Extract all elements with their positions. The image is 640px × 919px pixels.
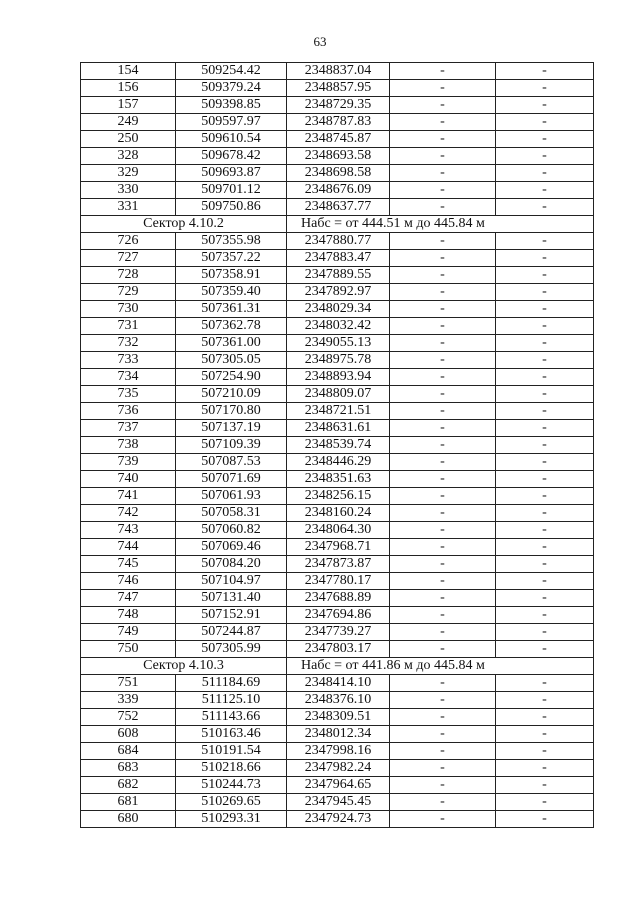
column-4-cell: - (390, 352, 496, 369)
column-4-cell: - (390, 437, 496, 454)
column-5-cell: - (496, 607, 594, 624)
column-4-cell: - (390, 488, 496, 505)
column-5-cell: - (496, 182, 594, 199)
x-coordinate-cell: 507210.09 (176, 386, 287, 403)
point-number-cell: 681 (81, 794, 176, 811)
column-5-cell: - (496, 148, 594, 165)
column-4-cell: - (390, 318, 496, 335)
y-coordinate-cell: 2348446.29 (287, 454, 390, 471)
column-4-cell: - (390, 250, 496, 267)
y-coordinate-cell: 2348414.10 (287, 675, 390, 692)
x-coordinate-cell: 510244.73 (176, 777, 287, 794)
x-coordinate-cell: 507305.99 (176, 641, 287, 658)
table-row (81, 97, 594, 114)
y-coordinate-cell: 2348721.51 (287, 403, 390, 420)
x-coordinate-cell: 507357.22 (176, 250, 287, 267)
y-coordinate-cell: 2347998.16 (287, 743, 390, 760)
x-coordinate-cell: 507244.87 (176, 624, 287, 641)
y-coordinate-cell: 2348539.74 (287, 437, 390, 454)
table-row (81, 590, 594, 607)
table-row (81, 573, 594, 590)
column-5-cell: - (496, 709, 594, 726)
sector-height-range: Набс = от 444.51 м до 445.84 м (287, 216, 594, 233)
sector-name: Сектор 4.10.3 (81, 658, 287, 675)
y-coordinate-cell: 2347688.89 (287, 590, 390, 607)
x-coordinate-cell: 509379.24 (176, 80, 287, 97)
column-4-cell: - (390, 573, 496, 590)
y-coordinate-cell: 2348256.15 (287, 488, 390, 505)
table-row (81, 692, 594, 709)
column-5-cell: - (496, 539, 594, 556)
column-5-cell: - (496, 131, 594, 148)
point-number-cell: 749 (81, 624, 176, 641)
x-coordinate-cell: 509678.42 (176, 148, 287, 165)
column-5-cell: - (496, 352, 594, 369)
table-row (81, 131, 594, 148)
y-coordinate-cell: 2348029.34 (287, 301, 390, 318)
column-5-cell: - (496, 743, 594, 760)
table-row (81, 437, 594, 454)
column-5-cell: - (496, 488, 594, 505)
y-coordinate-cell: 2348631.61 (287, 420, 390, 437)
table-row (81, 80, 594, 97)
point-number-cell: 339 (81, 692, 176, 709)
x-coordinate-cell: 507170.80 (176, 403, 287, 420)
x-coordinate-cell: 509254.42 (176, 63, 287, 80)
x-coordinate-cell: 509398.85 (176, 97, 287, 114)
point-number-cell: 752 (81, 709, 176, 726)
table-row (81, 454, 594, 471)
y-coordinate-cell: 2348032.42 (287, 318, 390, 335)
y-coordinate-cell: 2347803.17 (287, 641, 390, 658)
column-4-cell: - (390, 811, 496, 828)
y-coordinate-cell: 2347968.71 (287, 539, 390, 556)
y-coordinate-cell: 2348975.78 (287, 352, 390, 369)
x-coordinate-cell: 507362.78 (176, 318, 287, 335)
column-4-cell: - (390, 641, 496, 658)
x-coordinate-cell: 509693.87 (176, 165, 287, 182)
table-row (81, 675, 594, 692)
table-row (81, 624, 594, 641)
x-coordinate-cell: 507361.00 (176, 335, 287, 352)
x-coordinate-cell: 507359.40 (176, 284, 287, 301)
point-number-cell: 733 (81, 352, 176, 369)
x-coordinate-cell: 509750.86 (176, 199, 287, 216)
column-5-cell: - (496, 573, 594, 590)
x-coordinate-cell: 507131.40 (176, 590, 287, 607)
column-5-cell: - (496, 794, 594, 811)
point-number-cell: 157 (81, 97, 176, 114)
point-number-cell: 750 (81, 641, 176, 658)
x-coordinate-cell: 507254.90 (176, 369, 287, 386)
column-4-cell: - (390, 165, 496, 182)
point-number-cell: 743 (81, 522, 176, 539)
x-coordinate-cell: 509610.54 (176, 131, 287, 148)
point-number-cell: 739 (81, 454, 176, 471)
coordinates-table (80, 62, 594, 828)
point-number-cell: 683 (81, 760, 176, 777)
y-coordinate-cell: 2348729.35 (287, 97, 390, 114)
table-row (81, 165, 594, 182)
table-row (81, 369, 594, 386)
x-coordinate-cell: 507137.19 (176, 420, 287, 437)
column-4-cell: - (390, 743, 496, 760)
x-coordinate-cell: 507109.39 (176, 437, 287, 454)
column-4-cell: - (390, 369, 496, 386)
column-4-cell: - (390, 726, 496, 743)
table-row (81, 743, 594, 760)
column-4-cell: - (390, 267, 496, 284)
point-number-cell: 734 (81, 369, 176, 386)
column-5-cell: - (496, 80, 594, 97)
point-number-cell: 249 (81, 114, 176, 131)
x-coordinate-cell: 507355.98 (176, 233, 287, 250)
x-coordinate-cell: 507069.46 (176, 539, 287, 556)
column-4-cell: - (390, 505, 496, 522)
table-row (81, 148, 594, 165)
y-coordinate-cell: 2347880.77 (287, 233, 390, 250)
table-row (81, 777, 594, 794)
table-row (81, 488, 594, 505)
column-5-cell: - (496, 556, 594, 573)
y-coordinate-cell: 2347889.55 (287, 267, 390, 284)
y-coordinate-cell: 2347964.65 (287, 777, 390, 794)
column-4-cell: - (390, 709, 496, 726)
column-4-cell: - (390, 624, 496, 641)
x-coordinate-cell: 510163.46 (176, 726, 287, 743)
column-5-cell: - (496, 335, 594, 352)
y-coordinate-cell: 2347945.45 (287, 794, 390, 811)
table-row (81, 335, 594, 352)
point-number-cell: 684 (81, 743, 176, 760)
column-5-cell: - (496, 437, 594, 454)
column-4-cell: - (390, 590, 496, 607)
y-coordinate-cell: 2347739.27 (287, 624, 390, 641)
column-5-cell: - (496, 403, 594, 420)
column-5-cell: - (496, 811, 594, 828)
point-number-cell: 726 (81, 233, 176, 250)
column-4-cell: - (390, 777, 496, 794)
y-coordinate-cell: 2347883.47 (287, 250, 390, 267)
column-5-cell: - (496, 692, 594, 709)
x-coordinate-cell: 507361.31 (176, 301, 287, 318)
column-4-cell: - (390, 386, 496, 403)
point-number-cell: 732 (81, 335, 176, 352)
x-coordinate-cell: 507071.69 (176, 471, 287, 488)
x-coordinate-cell: 509701.12 (176, 182, 287, 199)
table-row (81, 641, 594, 658)
point-number-cell: 331 (81, 199, 176, 216)
point-number-cell: 751 (81, 675, 176, 692)
column-5-cell: - (496, 318, 594, 335)
point-number-cell: 745 (81, 556, 176, 573)
table-row (81, 794, 594, 811)
point-number-cell: 682 (81, 777, 176, 794)
table-row (81, 199, 594, 216)
x-coordinate-cell: 507061.93 (176, 488, 287, 505)
y-coordinate-cell: 2348376.10 (287, 692, 390, 709)
column-4-cell: - (390, 403, 496, 420)
column-4-cell: - (390, 454, 496, 471)
column-4-cell: - (390, 284, 496, 301)
y-coordinate-cell: 2348857.95 (287, 80, 390, 97)
y-coordinate-cell: 2348809.07 (287, 386, 390, 403)
point-number-cell: 744 (81, 539, 176, 556)
point-number-cell: 746 (81, 573, 176, 590)
column-5-cell: - (496, 63, 594, 80)
column-4-cell: - (390, 131, 496, 148)
table-row (81, 505, 594, 522)
y-coordinate-cell: 2348893.94 (287, 369, 390, 386)
y-coordinate-cell: 2348351.63 (287, 471, 390, 488)
table-row (81, 182, 594, 199)
y-coordinate-cell: 2347892.97 (287, 284, 390, 301)
y-coordinate-cell: 2347873.87 (287, 556, 390, 573)
column-4-cell: - (390, 233, 496, 250)
column-5-cell: - (496, 301, 594, 318)
page-number: 63 (313, 34, 327, 49)
column-4-cell: - (390, 794, 496, 811)
x-coordinate-cell: 510191.54 (176, 743, 287, 760)
column-4-cell: - (390, 335, 496, 352)
column-5-cell: - (496, 590, 594, 607)
x-coordinate-cell: 510293.31 (176, 811, 287, 828)
table-row (81, 318, 594, 335)
column-4-cell: - (390, 301, 496, 318)
table-row (81, 301, 594, 318)
point-number-cell: 156 (81, 80, 176, 97)
table-row (81, 352, 594, 369)
y-coordinate-cell: 2348012.34 (287, 726, 390, 743)
sector-header-row (81, 658, 594, 675)
point-number-cell: 680 (81, 811, 176, 828)
point-number-cell: 731 (81, 318, 176, 335)
column-4-cell: - (390, 471, 496, 488)
point-number-cell: 740 (81, 471, 176, 488)
point-number-cell: 608 (81, 726, 176, 743)
table-row (81, 267, 594, 284)
point-number-cell: 328 (81, 148, 176, 165)
column-5-cell: - (496, 522, 594, 539)
y-coordinate-cell: 2348745.87 (287, 131, 390, 148)
column-4-cell: - (390, 114, 496, 131)
sector-header-row (81, 216, 594, 233)
column-5-cell: - (496, 250, 594, 267)
table-row (81, 403, 594, 420)
column-5-cell: - (496, 471, 594, 488)
column-5-cell: - (496, 454, 594, 471)
column-5-cell: - (496, 760, 594, 777)
column-5-cell: - (496, 641, 594, 658)
point-number-cell: 729 (81, 284, 176, 301)
y-coordinate-cell: 2348309.51 (287, 709, 390, 726)
x-coordinate-cell: 511125.10 (176, 692, 287, 709)
y-coordinate-cell: 2347982.24 (287, 760, 390, 777)
x-coordinate-cell: 507305.05 (176, 352, 287, 369)
column-4-cell: - (390, 539, 496, 556)
column-5-cell: - (496, 386, 594, 403)
column-4-cell: - (390, 607, 496, 624)
table-row (81, 114, 594, 131)
table-row (81, 284, 594, 301)
x-coordinate-cell: 511143.66 (176, 709, 287, 726)
sector-name: Сектор 4.10.2 (81, 216, 287, 233)
column-5-cell: - (496, 165, 594, 182)
point-number-cell: 748 (81, 607, 176, 624)
column-4-cell: - (390, 760, 496, 777)
y-coordinate-cell: 2347924.73 (287, 811, 390, 828)
column-4-cell: - (390, 420, 496, 437)
column-5-cell: - (496, 624, 594, 641)
y-coordinate-cell: 2348693.58 (287, 148, 390, 165)
table-row (81, 709, 594, 726)
point-number-cell: 737 (81, 420, 176, 437)
table-row (81, 233, 594, 250)
y-coordinate-cell: 2348637.77 (287, 199, 390, 216)
y-coordinate-cell: 2347694.86 (287, 607, 390, 624)
x-coordinate-cell: 510218.66 (176, 760, 287, 777)
table-row (81, 420, 594, 437)
coordinates-table-body (81, 63, 594, 828)
column-5-cell: - (496, 199, 594, 216)
sector-height-range: Набс = от 441.86 м до 445.84 м (287, 658, 594, 675)
column-5-cell: - (496, 726, 594, 743)
point-number-cell: 727 (81, 250, 176, 267)
y-coordinate-cell: 2348837.04 (287, 63, 390, 80)
x-coordinate-cell: 507060.82 (176, 522, 287, 539)
column-5-cell: - (496, 369, 594, 386)
column-5-cell: - (496, 777, 594, 794)
column-4-cell: - (390, 522, 496, 539)
column-5-cell: - (496, 97, 594, 114)
column-5-cell: - (496, 233, 594, 250)
table-row (81, 522, 594, 539)
x-coordinate-cell: 507084.20 (176, 556, 287, 573)
column-4-cell: - (390, 182, 496, 199)
point-number-cell: 154 (81, 63, 176, 80)
column-4-cell: - (390, 148, 496, 165)
x-coordinate-cell: 507152.91 (176, 607, 287, 624)
table-row (81, 811, 594, 828)
x-coordinate-cell: 507087.53 (176, 454, 287, 471)
x-coordinate-cell: 507104.97 (176, 573, 287, 590)
column-5-cell: - (496, 284, 594, 301)
table-row (81, 250, 594, 267)
y-coordinate-cell: 2348787.83 (287, 114, 390, 131)
column-4-cell: - (390, 675, 496, 692)
y-coordinate-cell: 2348676.09 (287, 182, 390, 199)
table-row (81, 726, 594, 743)
x-coordinate-cell: 507058.31 (176, 505, 287, 522)
column-4-cell: - (390, 63, 496, 80)
y-coordinate-cell: 2347780.17 (287, 573, 390, 590)
table-row (81, 760, 594, 777)
table-row (81, 63, 594, 80)
column-4-cell: - (390, 692, 496, 709)
point-number-cell: 728 (81, 267, 176, 284)
point-number-cell: 730 (81, 301, 176, 318)
y-coordinate-cell: 2348160.24 (287, 505, 390, 522)
column-5-cell: - (496, 675, 594, 692)
column-5-cell: - (496, 267, 594, 284)
y-coordinate-cell: 2349055.13 (287, 335, 390, 352)
x-coordinate-cell: 510269.65 (176, 794, 287, 811)
x-coordinate-cell: 507358.91 (176, 267, 287, 284)
x-coordinate-cell: 509597.97 (176, 114, 287, 131)
point-number-cell: 736 (81, 403, 176, 420)
point-number-cell: 742 (81, 505, 176, 522)
column-4-cell: - (390, 97, 496, 114)
table-row (81, 539, 594, 556)
column-4-cell: - (390, 556, 496, 573)
point-number-cell: 741 (81, 488, 176, 505)
point-number-cell: 329 (81, 165, 176, 182)
point-number-cell: 735 (81, 386, 176, 403)
column-5-cell: - (496, 114, 594, 131)
x-coordinate-cell: 511184.69 (176, 675, 287, 692)
table-row (81, 471, 594, 488)
table-row (81, 556, 594, 573)
table-row (81, 386, 594, 403)
column-4-cell: - (390, 80, 496, 97)
table-row (81, 607, 594, 624)
point-number-cell: 747 (81, 590, 176, 607)
y-coordinate-cell: 2348064.30 (287, 522, 390, 539)
point-number-cell: 330 (81, 182, 176, 199)
column-5-cell: - (496, 505, 594, 522)
column-5-cell: - (496, 420, 594, 437)
y-coordinate-cell: 2348698.58 (287, 165, 390, 182)
point-number-cell: 738 (81, 437, 176, 454)
point-number-cell: 250 (81, 131, 176, 148)
column-4-cell: - (390, 199, 496, 216)
